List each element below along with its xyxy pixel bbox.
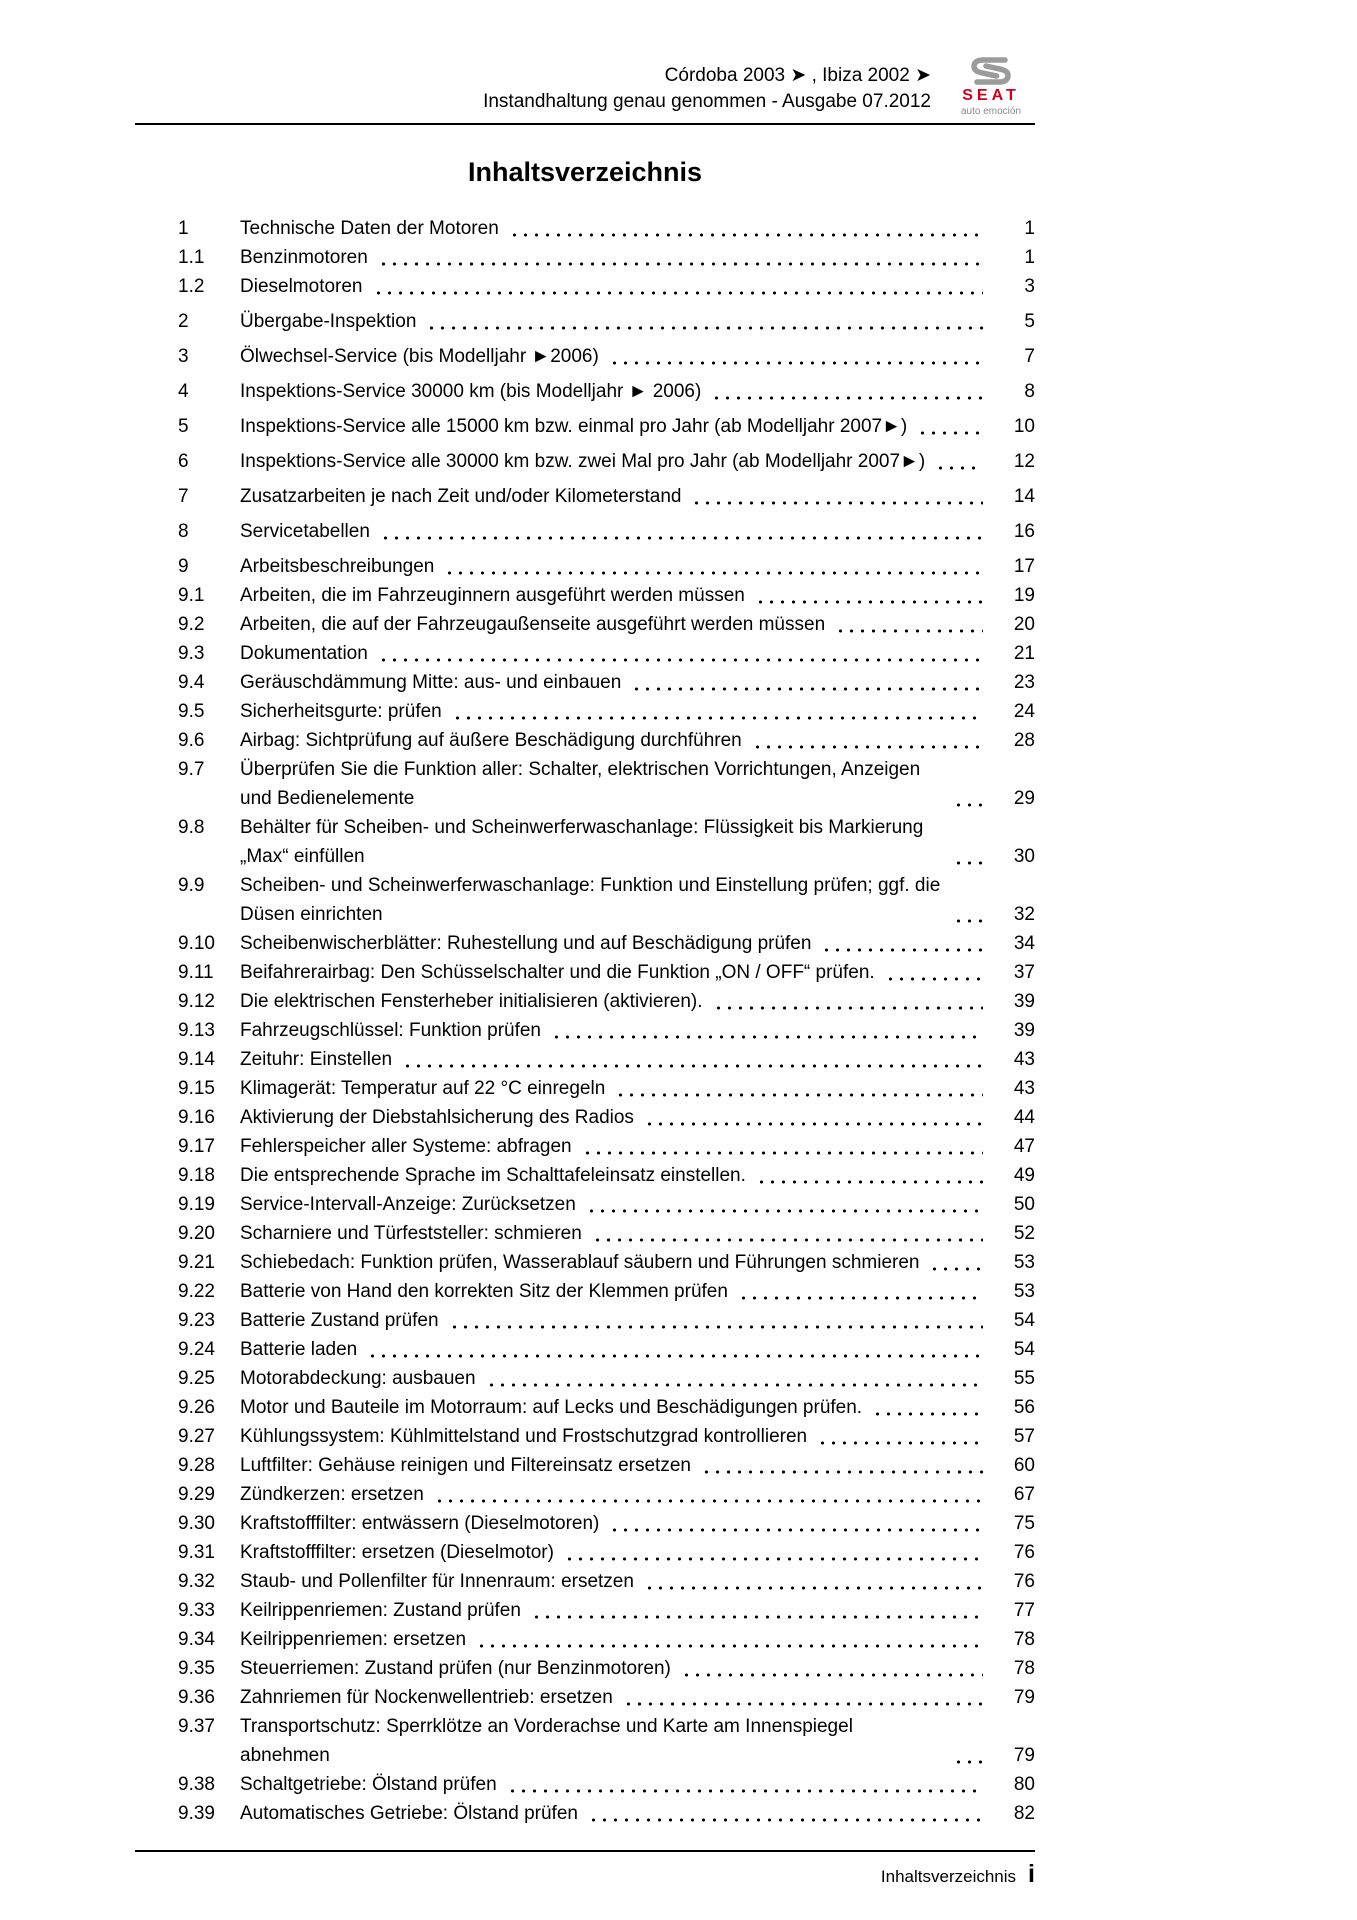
toc-entry-page: 43: [1013, 1078, 1035, 1099]
toc-entry-title: Aktivierung der Diebstahlsicherung des Radios: [240, 1107, 634, 1128]
toc-entry-dots: [609, 1528, 983, 1532]
toc-entry-number: 9.14: [178, 1049, 215, 1070]
toc-entry-number: 9.39: [178, 1803, 215, 1824]
toc-entry: [135, 1654, 1035, 1683]
toc-entry-title: Batterie von Hand den korrekten Sitz der Klemmen prüfen: [240, 1281, 728, 1302]
header-divider: [135, 123, 1035, 125]
toc-entry-dots: [426, 326, 983, 330]
toc-entry: [135, 1364, 1035, 1393]
toc-entry-number: 5: [178, 416, 189, 437]
toc-entry-dots: [953, 803, 983, 807]
toc-entry-title: Fehlerspeicher aller Systeme: abfragen: [240, 1136, 572, 1157]
toc-entry-number: 9.37: [178, 1716, 215, 1737]
toc-entry-number: 9.2: [178, 614, 205, 635]
toc-entry-number: 9.27: [178, 1426, 215, 1447]
toc-entry-dots: [378, 658, 983, 662]
toc-entry-number: 6: [178, 451, 189, 472]
toc-entry-title: Behälter für Scheiben- und Scheinwerferwaschanlage: Flüssigkeit bis Markierung „Max“ einfüllen: [240, 817, 924, 867]
toc-entry-page: 8: [1024, 381, 1035, 402]
toc-entry: [135, 1422, 1035, 1451]
toc-entry: [135, 1567, 1035, 1596]
toc-entry-page: 80: [1013, 1774, 1035, 1795]
toc-entry-title: Keilrippenriemen: ersetzen: [240, 1629, 467, 1650]
toc-entry-dots: [582, 1151, 983, 1155]
toc-entry-title: Automatisches Getriebe: Ölstand prüfen: [240, 1803, 578, 1824]
seat-s-icon: [967, 56, 1015, 86]
seat-logo-wordmark: SEAT: [962, 87, 1020, 104]
toc-entry: [135, 377, 1035, 406]
toc-entry-page: 54: [1013, 1310, 1035, 1331]
toc-entry: [135, 517, 1035, 546]
toc-entry-title: Steuerriemen: Zustand prüfen (nur Benzinmotoren): [240, 1658, 671, 1679]
toc-entry-number: 9.13: [178, 1020, 215, 1041]
toc-entry-title: Übergabe-Inspektion: [240, 311, 417, 332]
toc-entry: [135, 697, 1035, 726]
toc-entry-page: 19: [1013, 585, 1035, 606]
toc-entry-title: Schaltgetriebe: Ölstand prüfen: [240, 1774, 497, 1795]
toc-entry-title: Luftfilter: Gehäuse reinigen und Filtereinsatz ersetzen: [240, 1455, 691, 1476]
toc-entry-title: Zündkerzen: ersetzen: [240, 1484, 424, 1505]
toc-entry-dots: [615, 1093, 983, 1097]
toc-entry-dots: [755, 600, 983, 604]
toc-entry-title: Arbeiten, die im Fahrzeuginnern ausgeführt werden müssen: [240, 585, 745, 606]
toc-entry-page: 37: [1013, 962, 1035, 983]
toc-entry: [135, 1393, 1035, 1422]
toc-entry-page: 49: [1013, 1165, 1035, 1186]
toc-entry-dots: [752, 745, 983, 749]
toc-entry: [135, 610, 1035, 639]
seat-logo: [947, 56, 1035, 117]
toc-entry-dots: [885, 977, 983, 981]
toc-entry-dots: [631, 687, 983, 691]
toc-entry: [135, 214, 1035, 243]
toc-entry: [135, 871, 1035, 929]
toc-entry-page: 78: [1013, 1658, 1035, 1679]
toc-entry-title: Überprüfen Sie die Funktion aller: Schalter, elektrischen Vorrichtungen, Anzeigen und Bedienelemente: [240, 759, 921, 809]
toc-entry-title: Batterie laden: [240, 1339, 358, 1360]
toc-entry-page: 20: [1013, 614, 1035, 635]
toc-entry-dots: [644, 1122, 983, 1126]
toc-entry: [135, 412, 1035, 441]
toc-entry-page: 75: [1013, 1513, 1035, 1534]
toc-entry-page: 14: [1013, 486, 1035, 507]
toc-entry-number: 9.34: [178, 1629, 215, 1650]
toc-entry-page: 47: [1013, 1136, 1035, 1157]
toc-entry-page: 50: [1013, 1194, 1035, 1215]
toc-entry-title: Sicherheitsgurte: prüfen: [240, 701, 442, 722]
header-model-line: Córdoba 2003 ➤ , Ibiza 2002 ➤: [664, 65, 931, 86]
toc-entry-dots: [434, 1499, 983, 1503]
toc-entry: [135, 552, 1035, 581]
toc-entry-dots: [588, 1818, 983, 1822]
toc-entry-page: 12: [1013, 451, 1035, 472]
toc-entry-dots: [486, 1383, 983, 1387]
toc-entry-dots: [817, 1441, 983, 1445]
toc-entry-page: 76: [1013, 1571, 1035, 1592]
toc-entry-dots: [953, 861, 983, 865]
toc-entry-number: 9.26: [178, 1397, 215, 1418]
toc-entry-dots: [701, 1470, 983, 1474]
toc-entry-page: 16: [1013, 521, 1035, 542]
toc-entry-dots: [551, 1035, 983, 1039]
toc-entry-dots: [444, 571, 983, 575]
toc-entry-number: 9.29: [178, 1484, 215, 1505]
toc-entry-number: 9.23: [178, 1310, 215, 1331]
toc-entry-page: 79: [1013, 1687, 1035, 1708]
toc-entry: [135, 1190, 1035, 1219]
toc-entry-number: 9.18: [178, 1165, 215, 1186]
toc-entry: [135, 482, 1035, 511]
toc-entry: [135, 1538, 1035, 1567]
toc-entry-page: 23: [1013, 672, 1035, 693]
toc-entry: [135, 1103, 1035, 1132]
footer-page-number: i: [1028, 1860, 1035, 1888]
toc-entry-page: 24: [1013, 701, 1035, 722]
toc-entry-number: 9.28: [178, 1455, 215, 1476]
toc-entry-title: Scharniere und Türfeststeller: schmieren: [240, 1223, 582, 1244]
toc-entry-page: 77: [1013, 1600, 1035, 1621]
toc-entry-dots: [373, 291, 984, 295]
toc-entry-dots: [476, 1644, 983, 1648]
toc-entry: [135, 929, 1035, 958]
toc-entry-title: Dokumentation: [240, 643, 368, 664]
toc-entry-number: 9.16: [178, 1107, 215, 1128]
toc-entry-page: 76: [1013, 1542, 1035, 1563]
toc-entry: [135, 668, 1035, 697]
toc-entry: [135, 1219, 1035, 1248]
toc-entry-title: Batterie Zustand prüfen: [240, 1310, 439, 1331]
toc-entry-dots: [713, 1006, 983, 1010]
toc-entry-number: 9.19: [178, 1194, 215, 1215]
toc-entry-number: 9.24: [178, 1339, 215, 1360]
toc-entry-dots: [367, 1354, 983, 1358]
toc-entry-dots: [531, 1615, 983, 1619]
toc-entry-number: 9.8: [178, 817, 205, 838]
toc-entry-number: 9.33: [178, 1600, 215, 1621]
toc-entry-page: 60: [1013, 1455, 1035, 1476]
toc-entry-dots: [872, 1412, 983, 1416]
toc-entry-dots: [935, 466, 983, 470]
toc-entry-dots: [681, 1673, 983, 1677]
toc-entry-title: Staub- und Pollenfilter für Innenraum: ersetzen: [240, 1571, 634, 1592]
toc-entry-page: 29: [1013, 788, 1035, 809]
toc-entry-dots: [953, 1760, 983, 1764]
toc-entry: [135, 1132, 1035, 1161]
toc-entry-page: 1: [1024, 218, 1035, 239]
toc-entry-number: 9.11: [178, 962, 214, 983]
toc-entry: [135, 1277, 1035, 1306]
toc-entry: [135, 447, 1035, 476]
toc-entry-dots: [929, 1267, 983, 1271]
toc-entry-dots: [380, 536, 983, 540]
toc-entry-dots: [821, 948, 983, 952]
toc-entry-dots: [586, 1209, 983, 1213]
toc-entry-title: Keilrippenriemen: Zustand prüfen: [240, 1600, 521, 1621]
toc-entry: [135, 307, 1035, 336]
toc-entry: [135, 1248, 1035, 1277]
toc-entry-title: Geräuschdämmung Mitte: aus- und einbauen: [240, 672, 622, 693]
toc-entry-number: 9.32: [178, 1571, 215, 1592]
toc-entry: [135, 1683, 1035, 1712]
toc-entry-dots: [917, 431, 983, 435]
toc-entry-number: 4: [178, 381, 189, 402]
toc-entry: [135, 1161, 1035, 1190]
toc-entry-title: Dieselmotoren: [240, 276, 363, 297]
toc-entry-title: Inspektions-Service alle 15000 km bzw. einmal pro Jahr (ab Modelljahr 2007►): [240, 416, 908, 437]
toc-entry-page: 5: [1024, 311, 1035, 332]
toc-entry-number: 2: [178, 311, 189, 332]
toc-entry-dots: [738, 1296, 983, 1300]
toc-entry-page: 54: [1013, 1339, 1035, 1360]
toc-entry-page: 78: [1013, 1629, 1035, 1650]
toc-entry-number: 9.3: [178, 643, 205, 664]
toc-entry-title: Scheiben- und Scheinwerferwaschanlage: Funktion und Einstellung prüfen; ggf. die Düsen einrichten: [240, 875, 941, 925]
toc-entry-title: Die elektrischen Fensterheber initialisieren (aktivieren).: [240, 991, 703, 1012]
toc-entry-page: 34: [1013, 933, 1035, 954]
toc-entry-page: 52: [1013, 1223, 1035, 1244]
toc-entry-number: 9.21: [178, 1252, 215, 1273]
toc-entry-number: 9.1: [178, 585, 205, 606]
toc-entry-title: Zahnriemen für Nockenwellentrieb: ersetzen: [240, 1687, 613, 1708]
toc-entry-number: 9: [178, 556, 189, 577]
toc-entry-number: 9.4: [178, 672, 205, 693]
toc-entry-title: Benzinmotoren: [240, 247, 368, 268]
toc-entry: [135, 581, 1035, 610]
header-edition-line: Instandhaltung genau genommen - Ausgabe 07.2012: [483, 91, 931, 112]
toc-entry-number: 9.15: [178, 1078, 215, 1099]
toc-entry-title: Kühlungssystem: Kühlmittelstand und Frostschutzgrad kontrollieren: [240, 1426, 808, 1447]
toc-entry-dots: [623, 1702, 983, 1706]
toc-entry-page: 43: [1013, 1049, 1035, 1070]
toc-entry-number: 9.6: [178, 730, 205, 751]
toc-entry: [135, 272, 1035, 301]
toc-entry: [135, 1509, 1035, 1538]
toc-entry: [135, 243, 1035, 272]
toc-entry-page: 32: [1013, 904, 1035, 925]
toc-entry: [135, 1306, 1035, 1335]
toc-entry-dots: [756, 1180, 983, 1184]
page-title: Inhaltsverzeichnis: [467, 157, 703, 187]
toc-entry-title: Kraftstofffilter: ersetzen (Dieselmotor): [240, 1542, 554, 1563]
toc-entry-number: 9.31: [178, 1542, 215, 1563]
toc-entry-title: Zeituhr: Einstellen: [240, 1049, 393, 1070]
toc-entry: [135, 1480, 1035, 1509]
toc-entry-number: 9.35: [178, 1658, 215, 1679]
toc-entry-number: 1.2: [178, 276, 205, 297]
toc-entry-title: Klimagerät: Temperatur auf 22 °C einregeln: [240, 1078, 606, 1099]
toc-entry: [135, 1625, 1035, 1654]
footer-section-label: Inhaltsverzeichnis: [880, 1867, 1017, 1886]
toc-entry-number: 9.30: [178, 1513, 215, 1534]
toc-entry-number: 1.1: [178, 247, 205, 268]
toc-entry-dots: [378, 262, 983, 266]
toc-entry-page: 1: [1024, 247, 1035, 268]
toc-entry-title: Motor und Bauteile im Motorraum: auf Lecks und Beschädigungen prüfen.: [240, 1397, 863, 1418]
toc-entry-title: Airbag: Sichtprüfung auf äußere Beschädigung durchführen: [240, 730, 742, 751]
toc-entry-page: 57: [1013, 1426, 1035, 1447]
toc-entry-title: Fahrzeugschlüssel: Funktion prüfen: [240, 1020, 541, 1041]
toc-entry: [135, 1712, 1035, 1770]
toc-entry-dots: [507, 1789, 983, 1793]
toc-entry-number: 9.22: [178, 1281, 215, 1302]
toc-entry: [135, 726, 1035, 755]
toc-entry-dots: [609, 361, 983, 365]
toc-entry-number: 9.25: [178, 1368, 215, 1389]
toc-entry-number: 9.38: [178, 1774, 215, 1795]
toc-entry-title: Technische Daten der Motoren: [240, 218, 499, 239]
toc-entry-number: 1: [178, 218, 189, 239]
toc-entry-title: Inspektions-Service 30000 km (bis Modelljahr ► 2006): [240, 381, 702, 402]
toc-entry: [135, 813, 1035, 871]
toc-entry-page: 3: [1024, 276, 1035, 297]
toc-entry-title: Arbeitsbeschreibungen: [240, 556, 435, 577]
toc-entry-page: 55: [1013, 1368, 1035, 1389]
toc-entry-page: 44: [1013, 1107, 1035, 1128]
toc-entry-title: Servicetabellen: [240, 521, 370, 542]
toc-entry-dots: [449, 1325, 983, 1329]
toc-entry: [135, 639, 1035, 668]
toc-entry-number: 9.7: [178, 759, 205, 780]
toc-entry-title: Zusatzarbeiten je nach Zeit und/oder Kilometerstand: [240, 486, 682, 507]
toc-entry-dots: [452, 716, 983, 720]
toc-entry-page: 28: [1013, 730, 1035, 751]
toc-entry-title: Beifahrerairbag: Den Schüsselschalter und die Funktion „ON / OFF“ prüfen.: [240, 962, 875, 983]
toc-entry-title: Transportschutz: Sperrklötze an Vorderachse und Karte am Innenspiegel abnehmen: [240, 1716, 853, 1766]
toc-entry-title: Scheibenwischerblätter: Ruhestellung und auf Beschädigung prüfen: [240, 933, 812, 954]
toc-entry-number: 9.5: [178, 701, 205, 722]
toc-entry: [135, 755, 1035, 813]
toc-entry-number: 9.9: [178, 875, 205, 896]
page-footer: [135, 1850, 1035, 1889]
toc-entry-number: 8: [178, 521, 189, 542]
toc-entry-page: 79: [1013, 1745, 1035, 1766]
toc-entry: [135, 1016, 1035, 1045]
toc-entry-page: 10: [1013, 416, 1035, 437]
toc-entry-title: Service-Intervall-Anzeige: Zurücksetzen: [240, 1194, 576, 1215]
toc-entry: [135, 342, 1035, 371]
toc-entry-title: Arbeiten, die auf der Fahrzeugaußenseite ausgeführt werden müssen: [240, 614, 826, 635]
toc-entry: [135, 987, 1035, 1016]
toc-entry-page: 30: [1013, 846, 1035, 867]
toc-entry-dots: [835, 629, 983, 633]
toc-entry-number: 9.36: [178, 1687, 215, 1708]
toc-entry-title: Motorabdeckung: ausbauen: [240, 1368, 476, 1389]
toc-entry: [135, 1770, 1035, 1799]
toc-entry-page: 39: [1013, 991, 1035, 1012]
toc-entry-title: Inspektions-Service alle 30000 km bzw. zwei Mal pro Jahr (ab Modelljahr 2007►): [240, 451, 926, 472]
seat-logo-tagline: auto emoción: [960, 106, 1022, 117]
toc-entry: [135, 1045, 1035, 1074]
toc-entry-dots: [644, 1586, 983, 1590]
toc-entry: [135, 1451, 1035, 1480]
toc-entry-page: 53: [1013, 1252, 1035, 1273]
header-text-block: [483, 63, 931, 117]
toc-entry-dots: [509, 233, 983, 237]
toc-entry-page: 21: [1013, 643, 1035, 664]
toc-entry-page: 7: [1024, 346, 1035, 367]
toc-entry-dots: [953, 919, 983, 923]
toc-entry-number: 3: [178, 346, 189, 367]
toc-entry-title: Die entsprechende Sprache im Schalttafeleinsatz einstellen.: [240, 1165, 746, 1186]
toc-entry-dots: [564, 1557, 983, 1561]
toc-list: [135, 214, 1035, 1828]
toc-entry-dots: [691, 501, 983, 505]
toc-entry-dots: [592, 1238, 983, 1242]
toc-entry-number: 9.12: [178, 991, 215, 1012]
toc-entry-title: Ölwechsel-Service (bis Modelljahr ►2006): [240, 346, 599, 367]
toc-entry-title: Kraftstofffilter: entwässern (Dieselmotoren): [240, 1513, 600, 1534]
toc-entry: [135, 958, 1035, 987]
toc-entry-number: 7: [178, 486, 189, 507]
toc-entry-page: 53: [1013, 1281, 1035, 1302]
toc-entry-title: Schiebedach: Funktion prüfen, Wasserablauf säubern und Führungen schmieren: [240, 1252, 920, 1273]
toc-entry-page: 56: [1013, 1397, 1035, 1418]
toc-entry-dots: [402, 1064, 983, 1068]
toc-entry: [135, 1799, 1035, 1828]
toc-entry-page: 82: [1013, 1803, 1035, 1824]
toc-entry-page: 67: [1013, 1484, 1035, 1505]
toc-entry: [135, 1074, 1035, 1103]
toc-entry-number: 9.10: [178, 933, 215, 954]
toc-entry-number: 9.17: [178, 1136, 215, 1157]
toc-entry-page: 39: [1013, 1020, 1035, 1041]
toc-entry: [135, 1596, 1035, 1625]
toc-entry: [135, 1335, 1035, 1364]
page-header: [135, 56, 1035, 117]
toc-entry-number: 9.20: [178, 1223, 215, 1244]
toc-entry-page: 17: [1013, 556, 1035, 577]
toc-entry-dots: [711, 396, 983, 400]
